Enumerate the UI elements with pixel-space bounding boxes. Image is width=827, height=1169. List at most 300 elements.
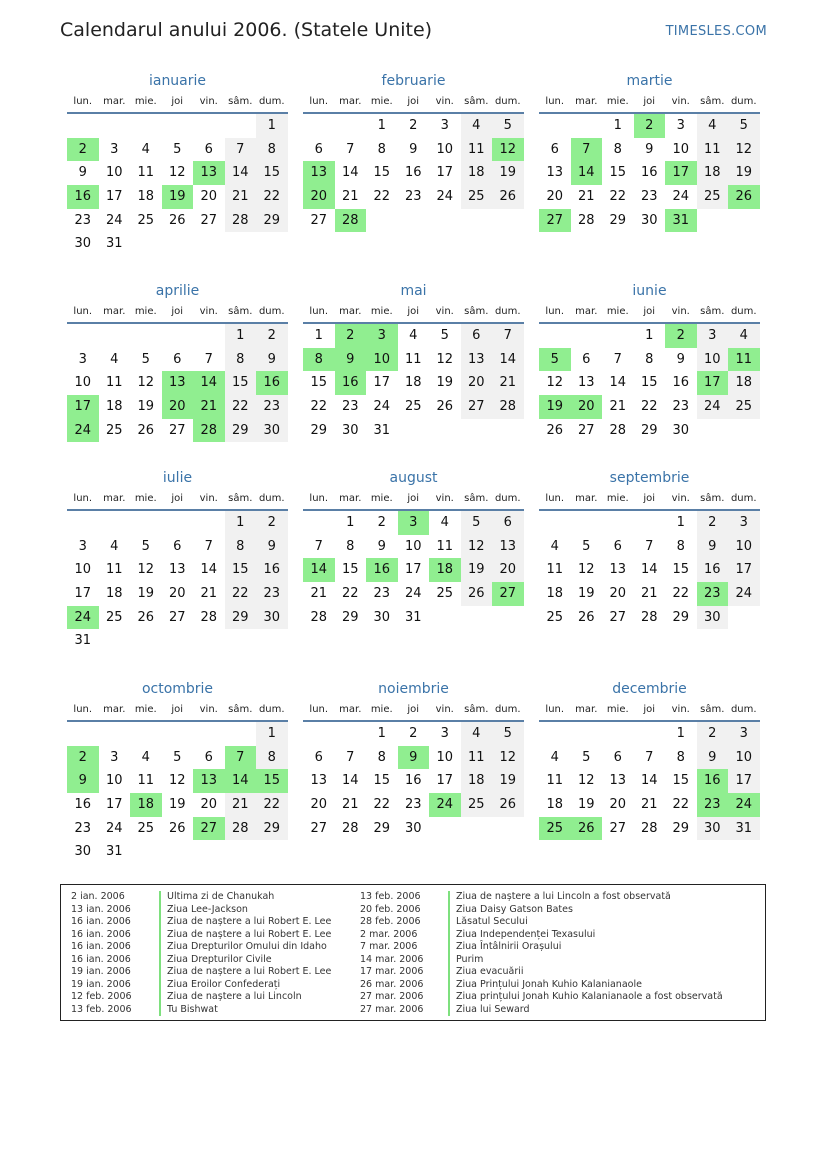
day-cell[interactable]: 23 bbox=[74, 212, 92, 228]
day-cell[interactable]: 1 bbox=[225, 511, 257, 535]
day-cell[interactable]: 29 bbox=[672, 820, 690, 836]
day-cell[interactable]: 23 bbox=[74, 820, 92, 836]
day-cell[interactable]: 15 bbox=[373, 773, 391, 789]
holiday-day-cell[interactable]: 15 bbox=[256, 769, 288, 793]
day-cell[interactable]: 7 bbox=[645, 538, 654, 554]
day-cell[interactable]: 14 bbox=[225, 161, 257, 185]
day-cell[interactable]: 2 bbox=[409, 726, 418, 741]
day-cell[interactable]: 23 bbox=[256, 395, 288, 419]
day-cell[interactable]: 27 bbox=[310, 820, 328, 836]
day-cell[interactable]: 8 bbox=[676, 538, 685, 554]
day-cell[interactable]: 12 bbox=[461, 535, 493, 559]
day-cell[interactable]: 18 bbox=[105, 586, 123, 602]
day-cell[interactable]: 4 bbox=[461, 722, 493, 746]
day-cell[interactable]: 28 bbox=[492, 395, 524, 419]
holiday-day-cell[interactable]: 2 bbox=[634, 114, 666, 138]
day-cell[interactable]: 25 bbox=[546, 609, 564, 625]
holiday-day-cell[interactable]: 20 bbox=[303, 185, 335, 209]
day-cell[interactable]: 8 bbox=[256, 746, 288, 770]
day-cell[interactable]: 19 bbox=[168, 797, 186, 813]
day-cell[interactable]: 14 bbox=[341, 165, 359, 181]
day-cell[interactable]: 16 bbox=[697, 558, 729, 582]
day-cell[interactable]: 11 bbox=[697, 138, 729, 162]
holiday-day-cell[interactable]: 23 bbox=[697, 793, 729, 817]
day-cell[interactable]: 11 bbox=[461, 746, 493, 770]
day-cell[interactable]: 7 bbox=[645, 749, 654, 765]
day-cell[interactable]: 21 bbox=[640, 586, 658, 602]
day-cell[interactable]: 16 bbox=[640, 165, 658, 181]
day-cell[interactable]: 20 bbox=[492, 558, 524, 582]
holiday-day-cell[interactable]: 13 bbox=[303, 161, 335, 185]
day-cell[interactable]: 16 bbox=[404, 773, 422, 789]
holiday-day-cell[interactable]: 11 bbox=[728, 348, 760, 372]
day-cell[interactable]: 1 bbox=[676, 515, 685, 530]
holiday-day-cell[interactable]: 31 bbox=[665, 209, 697, 233]
holiday-day-cell[interactable]: 18 bbox=[429, 558, 461, 582]
day-cell[interactable]: 31 bbox=[74, 633, 92, 649]
day-cell[interactable]: 22 bbox=[373, 189, 391, 205]
day-cell[interactable]: 6 bbox=[492, 511, 524, 535]
day-cell[interactable]: 10 bbox=[436, 749, 454, 765]
day-cell[interactable]: 11 bbox=[137, 165, 155, 181]
day-cell[interactable]: 29 bbox=[256, 817, 288, 841]
day-cell[interactable]: 11 bbox=[461, 138, 493, 162]
day-cell[interactable]: 4 bbox=[409, 328, 418, 343]
day-cell[interactable]: 22 bbox=[640, 399, 658, 415]
day-cell[interactable]: 12 bbox=[168, 773, 186, 789]
day-cell[interactable]: 27 bbox=[577, 422, 595, 438]
day-cell[interactable]: 1 bbox=[346, 515, 355, 530]
day-cell[interactable]: 18 bbox=[546, 797, 564, 813]
holiday-day-cell[interactable]: 7 bbox=[225, 746, 257, 770]
day-cell[interactable]: 5 bbox=[440, 328, 449, 343]
day-cell[interactable]: 12 bbox=[137, 375, 155, 391]
holiday-day-cell[interactable]: 9 bbox=[67, 769, 99, 793]
day-cell[interactable]: 15 bbox=[609, 165, 627, 181]
day-cell[interactable]: 9 bbox=[78, 165, 87, 181]
day-cell[interactable]: 13 bbox=[546, 165, 564, 181]
day-cell[interactable]: 25 bbox=[728, 395, 760, 419]
day-cell[interactable]: 25 bbox=[137, 820, 155, 836]
day-cell[interactable]: 5 bbox=[141, 538, 150, 554]
day-cell[interactable]: 20 bbox=[168, 586, 186, 602]
day-cell[interactable]: 9 bbox=[676, 351, 685, 367]
day-cell[interactable]: 18 bbox=[546, 586, 564, 602]
day-cell[interactable]: 20 bbox=[609, 797, 627, 813]
holiday-day-cell[interactable]: 20 bbox=[571, 395, 603, 419]
holiday-day-cell[interactable]: 14 bbox=[571, 161, 603, 185]
holiday-day-cell[interactable]: 17 bbox=[67, 395, 99, 419]
day-cell[interactable]: 1 bbox=[225, 324, 257, 348]
day-cell[interactable]: 8 bbox=[676, 749, 685, 765]
day-cell[interactable]: 4 bbox=[440, 515, 449, 530]
day-cell[interactable]: 15 bbox=[672, 773, 690, 789]
day-cell[interactable]: 4 bbox=[697, 114, 729, 138]
day-cell[interactable]: 18 bbox=[461, 769, 493, 793]
holiday-day-cell[interactable]: 20 bbox=[162, 395, 194, 419]
day-cell[interactable]: 5 bbox=[141, 351, 150, 367]
day-cell[interactable]: 27 bbox=[609, 609, 627, 625]
day-cell[interactable]: 8 bbox=[225, 535, 257, 559]
day-cell[interactable]: 31 bbox=[404, 609, 422, 625]
day-cell[interactable]: 21 bbox=[492, 371, 524, 395]
day-cell[interactable]: 31 bbox=[373, 422, 391, 438]
day-cell[interactable]: 22 bbox=[672, 586, 690, 602]
day-cell[interactable]: 28 bbox=[310, 609, 328, 625]
holiday-day-cell[interactable]: 2 bbox=[67, 746, 99, 770]
holiday-day-cell[interactable]: 14 bbox=[193, 371, 225, 395]
day-cell[interactable]: 6 bbox=[314, 749, 323, 765]
day-cell[interactable]: 20 bbox=[546, 189, 564, 205]
day-cell[interactable]: 30 bbox=[74, 844, 92, 860]
day-cell[interactable]: 16 bbox=[404, 165, 422, 181]
day-cell[interactable]: 20 bbox=[609, 586, 627, 602]
day-cell[interactable]: 28 bbox=[640, 820, 658, 836]
holiday-day-cell[interactable]: 24 bbox=[728, 793, 760, 817]
holiday-day-cell[interactable]: 27 bbox=[539, 209, 571, 233]
day-cell[interactable]: 11 bbox=[546, 773, 564, 789]
day-cell[interactable]: 18 bbox=[404, 375, 422, 391]
day-cell[interactable]: 11 bbox=[137, 773, 155, 789]
day-cell[interactable]: 5 bbox=[582, 538, 591, 554]
holiday-day-cell[interactable]: 16 bbox=[256, 371, 288, 395]
day-cell[interactable]: 5 bbox=[728, 114, 760, 138]
holiday-day-cell[interactable]: 18 bbox=[130, 793, 162, 817]
day-cell[interactable]: 26 bbox=[168, 820, 186, 836]
holiday-day-cell[interactable]: 24 bbox=[67, 419, 99, 443]
holiday-day-cell[interactable]: 19 bbox=[162, 185, 194, 209]
day-cell[interactable]: 23 bbox=[373, 586, 391, 602]
day-cell[interactable]: 17 bbox=[436, 773, 454, 789]
day-cell[interactable]: 23 bbox=[404, 189, 422, 205]
day-cell[interactable]: 13 bbox=[461, 348, 493, 372]
day-cell[interactable]: 21 bbox=[577, 189, 595, 205]
day-cell[interactable]: 30 bbox=[256, 419, 288, 443]
day-cell[interactable]: 21 bbox=[341, 189, 359, 205]
day-cell[interactable]: 22 bbox=[672, 797, 690, 813]
day-cell[interactable]: 18 bbox=[697, 161, 729, 185]
day-cell[interactable]: 6 bbox=[613, 749, 622, 765]
day-cell[interactable]: 19 bbox=[461, 558, 493, 582]
day-cell[interactable]: 30 bbox=[697, 606, 729, 630]
day-cell[interactable]: 17 bbox=[105, 797, 123, 813]
day-cell[interactable]: 29 bbox=[310, 422, 328, 438]
holiday-day-cell[interactable]: 28 bbox=[335, 209, 367, 233]
day-cell[interactable]: 11 bbox=[105, 375, 123, 391]
day-cell[interactable]: 9 bbox=[645, 141, 654, 157]
day-cell[interactable]: 4 bbox=[550, 538, 559, 554]
day-cell[interactable]: 3 bbox=[676, 118, 685, 133]
day-cell[interactable]: 11 bbox=[404, 351, 422, 367]
holiday-day-cell[interactable]: 3 bbox=[398, 511, 430, 535]
day-cell[interactable]: 19 bbox=[492, 161, 524, 185]
day-cell[interactable]: 27 bbox=[200, 212, 218, 228]
day-cell[interactable]: 8 bbox=[377, 141, 386, 157]
day-cell[interactable]: 6 bbox=[314, 141, 323, 157]
day-cell[interactable]: 27 bbox=[609, 820, 627, 836]
day-cell[interactable]: 25 bbox=[436, 586, 454, 602]
day-cell[interactable]: 24 bbox=[404, 586, 422, 602]
day-cell[interactable]: 14 bbox=[640, 562, 658, 578]
day-cell[interactable]: 22 bbox=[256, 793, 288, 817]
day-cell[interactable]: 30 bbox=[404, 820, 422, 836]
day-cell[interactable]: 15 bbox=[341, 562, 359, 578]
holiday-day-cell[interactable]: 24 bbox=[429, 793, 461, 817]
day-cell[interactable]: 3 bbox=[440, 726, 449, 741]
day-cell[interactable]: 10 bbox=[436, 141, 454, 157]
day-cell[interactable]: 29 bbox=[609, 212, 627, 228]
day-cell[interactable]: 13 bbox=[609, 773, 627, 789]
holiday-day-cell[interactable]: 26 bbox=[571, 817, 603, 841]
holiday-day-cell[interactable]: 16 bbox=[697, 769, 729, 793]
day-cell[interactable]: 23 bbox=[404, 797, 422, 813]
day-cell[interactable]: 21 bbox=[341, 797, 359, 813]
day-cell[interactable]: 21 bbox=[200, 586, 218, 602]
day-cell[interactable]: 4 bbox=[110, 351, 119, 367]
day-cell[interactable]: 31 bbox=[728, 817, 760, 841]
holiday-day-cell[interactable]: 7 bbox=[571, 138, 603, 162]
day-cell[interactable]: 30 bbox=[640, 212, 658, 228]
day-cell[interactable]: 29 bbox=[225, 419, 257, 443]
day-cell[interactable]: 19 bbox=[436, 375, 454, 391]
day-cell[interactable]: 10 bbox=[404, 538, 422, 554]
day-cell[interactable]: 10 bbox=[74, 375, 92, 391]
day-cell[interactable]: 24 bbox=[728, 582, 760, 606]
day-cell[interactable]: 26 bbox=[137, 609, 155, 625]
day-cell[interactable]: 15 bbox=[310, 375, 328, 391]
day-cell[interactable]: 7 bbox=[204, 351, 213, 367]
holiday-day-cell[interactable]: 24 bbox=[67, 606, 99, 630]
day-cell[interactable]: 22 bbox=[256, 185, 288, 209]
holiday-day-cell[interactable]: 16 bbox=[335, 371, 367, 395]
day-cell[interactable]: 2 bbox=[697, 511, 729, 535]
day-cell[interactable]: 4 bbox=[728, 324, 760, 348]
day-cell[interactable]: 1 bbox=[377, 118, 386, 133]
day-cell[interactable]: 9 bbox=[409, 141, 418, 157]
day-cell[interactable]: 28 bbox=[200, 609, 218, 625]
day-cell[interactable]: 5 bbox=[173, 749, 182, 765]
day-cell[interactable]: 26 bbox=[436, 399, 454, 415]
day-cell[interactable]: 6 bbox=[173, 351, 182, 367]
day-cell[interactable]: 5 bbox=[582, 749, 591, 765]
holiday-day-cell[interactable]: 9 bbox=[335, 348, 367, 372]
day-cell[interactable]: 25 bbox=[697, 185, 729, 209]
day-cell[interactable]: 28 bbox=[577, 212, 595, 228]
holiday-day-cell[interactable]: 8 bbox=[303, 348, 335, 372]
day-cell[interactable]: 12 bbox=[436, 351, 454, 367]
day-cell[interactable]: 9 bbox=[697, 746, 729, 770]
day-cell[interactable]: 7 bbox=[225, 138, 257, 162]
day-cell[interactable]: 1 bbox=[256, 722, 288, 746]
day-cell[interactable]: 24 bbox=[105, 820, 123, 836]
day-cell[interactable]: 6 bbox=[550, 141, 559, 157]
day-cell[interactable]: 15 bbox=[225, 558, 257, 582]
day-cell[interactable]: 7 bbox=[346, 749, 355, 765]
day-cell[interactable]: 19 bbox=[137, 586, 155, 602]
day-cell[interactable]: 4 bbox=[141, 749, 150, 765]
day-cell[interactable]: 30 bbox=[697, 817, 729, 841]
day-cell[interactable]: 10 bbox=[672, 141, 690, 157]
day-cell[interactable]: 25 bbox=[404, 399, 422, 415]
day-cell[interactable]: 8 bbox=[346, 538, 355, 554]
day-cell[interactable]: 25 bbox=[461, 793, 493, 817]
day-cell[interactable]: 3 bbox=[728, 511, 760, 535]
day-cell[interactable]: 19 bbox=[577, 586, 595, 602]
day-cell[interactable]: 13 bbox=[492, 535, 524, 559]
day-cell[interactable]: 7 bbox=[492, 324, 524, 348]
day-cell[interactable]: 21 bbox=[225, 185, 257, 209]
day-cell[interactable]: 12 bbox=[728, 138, 760, 162]
day-cell[interactable]: 10 bbox=[728, 535, 760, 559]
day-cell[interactable]: 8 bbox=[256, 138, 288, 162]
holiday-day-cell[interactable]: 3 bbox=[366, 324, 398, 348]
holiday-day-cell[interactable]: 27 bbox=[492, 582, 524, 606]
day-cell[interactable]: 1 bbox=[645, 328, 654, 343]
day-cell[interactable]: 17 bbox=[373, 375, 391, 391]
day-cell[interactable]: 8 bbox=[377, 749, 386, 765]
day-cell[interactable]: 19 bbox=[577, 797, 595, 813]
day-cell[interactable]: 9 bbox=[697, 535, 729, 559]
day-cell[interactable]: 7 bbox=[204, 538, 213, 554]
day-cell[interactable]: 2 bbox=[377, 515, 386, 530]
day-cell[interactable]: 2 bbox=[256, 324, 288, 348]
day-cell[interactable]: 6 bbox=[173, 538, 182, 554]
day-cell[interactable]: 24 bbox=[105, 212, 123, 228]
day-cell[interactable]: 2 bbox=[256, 511, 288, 535]
day-cell[interactable]: 18 bbox=[105, 399, 123, 415]
day-cell[interactable]: 17 bbox=[728, 558, 760, 582]
day-cell[interactable]: 2 bbox=[409, 118, 418, 133]
holiday-day-cell[interactable]: 16 bbox=[366, 558, 398, 582]
day-cell[interactable]: 12 bbox=[577, 562, 595, 578]
day-cell[interactable]: 27 bbox=[310, 212, 328, 228]
day-cell[interactable]: 20 bbox=[310, 797, 328, 813]
day-cell[interactable]: 28 bbox=[341, 820, 359, 836]
day-cell[interactable]: 6 bbox=[461, 324, 493, 348]
day-cell[interactable]: 31 bbox=[105, 236, 123, 252]
holiday-day-cell[interactable]: 28 bbox=[193, 419, 225, 443]
day-cell[interactable]: 25 bbox=[105, 422, 123, 438]
day-cell[interactable]: 22 bbox=[310, 399, 328, 415]
day-cell[interactable]: 11 bbox=[105, 562, 123, 578]
day-cell[interactable]: 18 bbox=[728, 371, 760, 395]
holiday-day-cell[interactable]: 27 bbox=[193, 817, 225, 841]
day-cell[interactable]: 22 bbox=[373, 797, 391, 813]
day-cell[interactable]: 1 bbox=[676, 726, 685, 741]
day-cell[interactable]: 12 bbox=[137, 562, 155, 578]
day-cell[interactable]: 17 bbox=[436, 165, 454, 181]
day-cell[interactable]: 3 bbox=[728, 722, 760, 746]
day-cell[interactable]: 3 bbox=[697, 324, 729, 348]
holiday-day-cell[interactable]: 17 bbox=[665, 161, 697, 185]
holiday-day-cell[interactable]: 19 bbox=[539, 395, 571, 419]
day-cell[interactable]: 19 bbox=[492, 769, 524, 793]
day-cell[interactable]: 12 bbox=[168, 165, 186, 181]
day-cell[interactable]: 26 bbox=[492, 185, 524, 209]
day-cell[interactable]: 22 bbox=[225, 395, 257, 419]
day-cell[interactable]: 18 bbox=[137, 189, 155, 205]
day-cell[interactable]: 15 bbox=[256, 161, 288, 185]
day-cell[interactable]: 5 bbox=[461, 511, 493, 535]
holiday-day-cell[interactable]: 23 bbox=[697, 582, 729, 606]
day-cell[interactable]: 20 bbox=[200, 797, 218, 813]
day-cell[interactable]: 26 bbox=[577, 609, 595, 625]
day-cell[interactable]: 12 bbox=[577, 773, 595, 789]
day-cell[interactable]: 11 bbox=[546, 562, 564, 578]
day-cell[interactable]: 22 bbox=[225, 582, 257, 606]
day-cell[interactable]: 5 bbox=[492, 114, 524, 138]
holiday-day-cell[interactable]: 2 bbox=[67, 138, 99, 162]
day-cell[interactable]: 4 bbox=[110, 538, 119, 554]
day-cell[interactable]: 20 bbox=[461, 371, 493, 395]
day-cell[interactable]: 26 bbox=[546, 422, 564, 438]
day-cell[interactable]: 24 bbox=[672, 189, 690, 205]
holiday-day-cell[interactable]: 14 bbox=[303, 558, 335, 582]
day-cell[interactable]: 28 bbox=[640, 609, 658, 625]
day-cell[interactable]: 21 bbox=[640, 797, 658, 813]
day-cell[interactable]: 14 bbox=[609, 375, 627, 391]
day-cell[interactable]: 27 bbox=[461, 395, 493, 419]
day-cell[interactable]: 16 bbox=[256, 558, 288, 582]
day-cell[interactable]: 21 bbox=[609, 399, 627, 415]
day-cell[interactable]: 4 bbox=[461, 114, 493, 138]
day-cell[interactable]: 27 bbox=[168, 609, 186, 625]
holiday-day-cell[interactable]: 13 bbox=[193, 769, 225, 793]
day-cell[interactable]: 1 bbox=[613, 118, 622, 133]
day-cell[interactable]: 26 bbox=[492, 793, 524, 817]
day-cell[interactable]: 12 bbox=[546, 375, 564, 391]
day-cell[interactable]: 20 bbox=[200, 189, 218, 205]
day-cell[interactable]: 15 bbox=[225, 371, 257, 395]
day-cell[interactable]: 2 bbox=[697, 722, 729, 746]
day-cell[interactable]: 17 bbox=[728, 769, 760, 793]
day-cell[interactable]: 29 bbox=[373, 820, 391, 836]
day-cell[interactable]: 25 bbox=[137, 212, 155, 228]
day-cell[interactable]: 26 bbox=[137, 422, 155, 438]
day-cell[interactable]: 6 bbox=[613, 538, 622, 554]
day-cell[interactable]: 31 bbox=[105, 844, 123, 860]
day-cell[interactable]: 25 bbox=[461, 185, 493, 209]
day-cell[interactable]: 29 bbox=[672, 609, 690, 625]
day-cell[interactable]: 6 bbox=[204, 141, 213, 157]
day-cell[interactable]: 14 bbox=[492, 348, 524, 372]
day-cell[interactable]: 26 bbox=[461, 582, 493, 606]
day-cell[interactable]: 8 bbox=[645, 351, 654, 367]
day-cell[interactable]: 5 bbox=[492, 722, 524, 746]
day-cell[interactable]: 26 bbox=[168, 212, 186, 228]
day-cell[interactable]: 18 bbox=[461, 161, 493, 185]
day-cell[interactable]: 7 bbox=[314, 538, 323, 554]
day-cell[interactable]: 10 bbox=[697, 348, 729, 372]
holiday-day-cell[interactable]: 16 bbox=[67, 185, 99, 209]
day-cell[interactable]: 1 bbox=[256, 114, 288, 138]
day-cell[interactable]: 30 bbox=[341, 422, 359, 438]
day-cell[interactable]: 3 bbox=[78, 351, 87, 367]
holiday-day-cell[interactable]: 21 bbox=[193, 395, 225, 419]
holiday-day-cell[interactable]: 9 bbox=[398, 746, 430, 770]
day-cell[interactable]: 30 bbox=[672, 422, 690, 438]
day-cell[interactable]: 28 bbox=[225, 817, 257, 841]
holiday-day-cell[interactable]: 26 bbox=[728, 185, 760, 209]
day-cell[interactable]: 22 bbox=[341, 586, 359, 602]
day-cell[interactable]: 11 bbox=[436, 538, 454, 554]
day-cell[interactable]: 23 bbox=[640, 189, 658, 205]
day-cell[interactable]: 17 bbox=[404, 562, 422, 578]
day-cell[interactable]: 29 bbox=[341, 609, 359, 625]
day-cell[interactable]: 8 bbox=[613, 141, 622, 157]
day-cell[interactable]: 3 bbox=[78, 538, 87, 554]
day-cell[interactable]: 22 bbox=[609, 189, 627, 205]
